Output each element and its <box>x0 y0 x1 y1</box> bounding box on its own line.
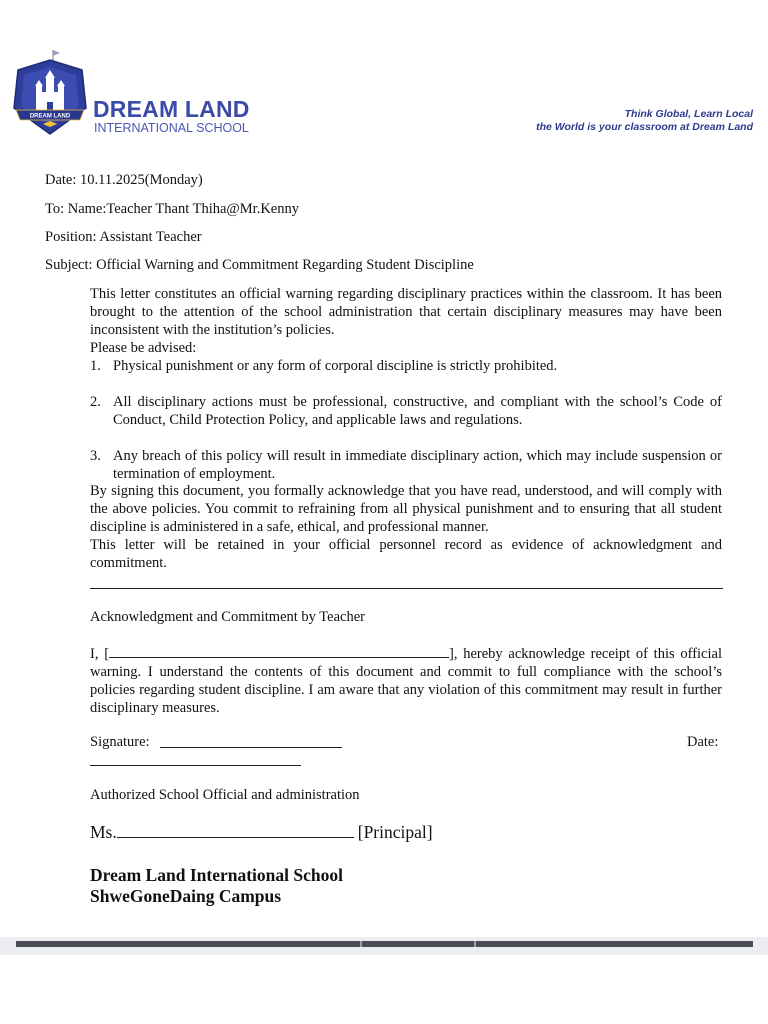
policy-item-text: Any breach of this policy will result in immediate disciplinary action, which may include suspension or termination of employment. <box>113 448 722 482</box>
ms-prefix: Ms. <box>90 822 117 842</box>
date-label: Date: <box>687 734 719 750</box>
school-crest-logo <box>12 48 88 140</box>
policy-item-2 <box>90 393 722 429</box>
principal-name-blank[interactable] <box>117 823 354 838</box>
letter-recipient: To: Name:Teacher Thant Thiha@Mr.Kenny <box>45 201 299 217</box>
letter-position: Position: Assistant Teacher <box>45 229 202 245</box>
intro-paragraph: This letter constitutes an official warning regarding disciplinary practices within the classroom. It has been brought to the attention of the school administration that certain disciplinary measures may have been inconsistent with the institution’s policies. <box>90 286 722 338</box>
policy-item-text: Physical punishment or any form of corporal discipline is strictly prohibited. <box>113 358 558 374</box>
footer-divider <box>474 941 476 947</box>
school-subtitle-logo-text: INTERNATIONAL SCHOOL <box>94 121 249 135</box>
section-divider <box>90 588 723 589</box>
tagline-line-2: the World is your classroom at Dream Land <box>536 121 753 133</box>
policy-item-number: 1. <box>90 358 101 374</box>
principal-line <box>90 822 433 843</box>
policy-item-number: 2. <box>90 394 101 410</box>
retention-paragraph: This letter will be retained in your official personnel record as evidence of acknowledgment and commitment. <box>90 537 722 571</box>
acknowledgment-prefix: I, [ <box>90 646 110 662</box>
policy-item-text: All disciplinary actions must be professional, constructive, and compliant with the school’s Code of Conduct, Child Protection Policy, and applicable laws and regulations. <box>113 394 722 428</box>
crest-banner-text: DREAM LAND <box>29 113 71 120</box>
acknowledgment-heading: Acknowledgment and Commitment by Teacher <box>90 609 365 625</box>
footer-rule <box>16 941 753 947</box>
tagline-line-1: Think Global, Learn Local <box>624 108 753 120</box>
school-name-logo-text: DREAM LAND <box>93 96 250 122</box>
acknowledgment-text: ], hereby acknowledge receipt of this official warning. I understand the contents of this document and commit to full compliance with the school’s policies regarding student discipline. I am aware that any violation of this commitment may result in further disciplinary measures. <box>90 646 722 716</box>
letter-subject: Subject: Official Warning and Commitment Regarding Student Discipline <box>45 257 474 273</box>
campus-name: ShweGoneDaing Campus <box>90 886 282 906</box>
signing-paragraph: By signing this document, you formally acknowledge that you have read, understood, and will comply with the above policies. You commit to refraining from all physical punishment and to ensuring that all student discipline is administered in a safe, ethical, and professional manner. <box>90 483 722 535</box>
policy-item-1 <box>90 357 722 375</box>
principal-title: [Principal] <box>357 822 433 842</box>
footer-divider <box>360 941 362 947</box>
policy-item-3 <box>90 447 722 483</box>
advised-line: Please be advised: <box>90 340 197 356</box>
signature-label: Signature: <box>90 734 150 750</box>
letter-date: Date: 10.11.2025(Monday) <box>45 172 203 188</box>
official-heading: Authorized School Official and administration <box>90 787 360 803</box>
school-signature-name: Dream Land International School <box>90 865 343 885</box>
policy-item-number: 3. <box>90 448 101 464</box>
signature-blank[interactable] <box>160 747 342 748</box>
teacher-name-blank[interactable] <box>109 644 449 658</box>
date-blank[interactable] <box>90 765 301 766</box>
acknowledgment-paragraph <box>90 644 722 717</box>
